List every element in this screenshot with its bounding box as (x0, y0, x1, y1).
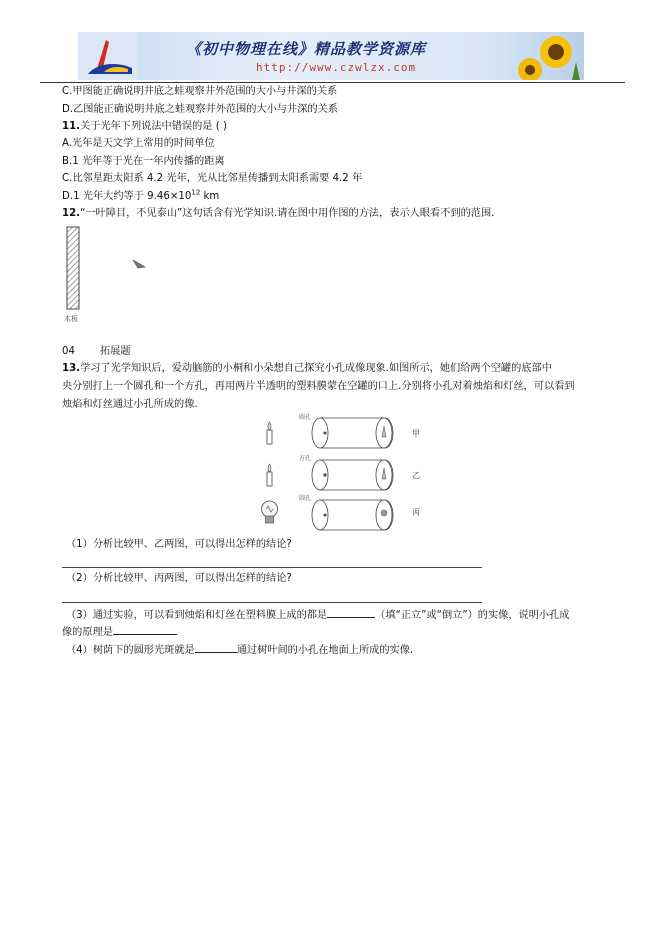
q11d-exponent: 12 (191, 188, 201, 197)
q13-3-text-c: 像的原理是 (62, 627, 113, 638)
header-banner (78, 32, 584, 80)
banner-url[interactable]: http://www.czwlzx.com (256, 61, 417, 74)
q13-part-1: （1）分析比较甲、乙两图，可以得出怎样的结论? (66, 539, 292, 550)
q11-option-b: B.1 光年等于光在一年内传播的距离 (62, 156, 225, 167)
blank-spot[interactable] (195, 641, 237, 653)
row-label-bing: 丙 (412, 508, 420, 517)
q13-4-text-a: （4）树荫下的圆形光斑就是 (66, 645, 195, 656)
section-title: 拓展题 (100, 346, 131, 357)
hole-label-3: 圆孔 (299, 495, 312, 502)
candle-2 (267, 464, 272, 486)
q13-line-2: 央分别打上一个圆孔和一个方孔，再用两片半透明的塑料膜蒙在空罐的口上.分别将小孔对着烛焰和灯丝，可以看到 (62, 381, 575, 392)
answer-line-1[interactable] (62, 567, 482, 568)
candle-1 (267, 422, 272, 444)
q11-option-d (62, 190, 219, 204)
blank-image-orientation[interactable] (327, 606, 375, 618)
row-label-jia: 甲 (412, 429, 420, 438)
q13-line-1 (62, 362, 552, 376)
q11d-unit: km (200, 191, 220, 202)
board-figure (60, 222, 160, 326)
answer-line-2[interactable] (62, 602, 482, 603)
row-label-yi: 乙 (412, 471, 420, 480)
q13-number: 13. (62, 363, 81, 374)
light-bulb-icon (262, 501, 278, 523)
can-round-hole-1 (312, 418, 393, 448)
q13-3-text-a: （3）通过实验，可以看到烛焰和灯丝在塑料膜上成的都是 (66, 610, 328, 621)
eye-icon (133, 260, 145, 268)
q13-part-3 (66, 606, 569, 623)
q12-stem (62, 207, 494, 221)
q13-part-4 (66, 641, 413, 658)
board-label: 木板 (64, 315, 78, 323)
q13-part-2: （2）分析比较甲、丙两图，可以得出怎样的结论? (66, 573, 292, 584)
q13-4-text-b: 通过树叶间的小孔在地面上所成的实像. (236, 645, 414, 656)
wooden-board (67, 227, 79, 309)
q11-text: 关于光年下列说法中错误的是 ( ) (80, 121, 227, 132)
q13-3-text-b: （填“正立”或“倒立”）的实像，说明小孔成 (375, 610, 570, 621)
can-square-hole (312, 460, 393, 490)
hole-label-2: 方孔 (299, 455, 312, 462)
hole-label-1: 圆孔 (299, 414, 312, 421)
q12-text: “一叶障目，不见泰山”这句话含有光学知识.请在图中用作图的方法，表示人眼看不到的范围. (80, 208, 495, 219)
q13-text-1: 学习了光学知识后，爱动脑筋的小桐和小朵想自己探究小孔成像现象.如图所示，她们给两个空罐的底部中 (80, 363, 552, 374)
can-round-hole-2 (312, 500, 393, 530)
blank-principle[interactable] (113, 623, 177, 635)
q11d-pre: D.1 光年大约等于 9.46×10 (62, 191, 192, 202)
q10-option-c: C.甲图能正确说明井底之蛙观察井外范围的大小与井深的关系 (62, 86, 338, 97)
banner-title: 《初中物理在线》精品教学资源库 (186, 40, 427, 58)
q11-number: 11. (62, 121, 81, 132)
q11-option-c: C.比邻星距太阳系 4.2 光年，光从比邻星传播到太阳系需要 4.2 年 (62, 173, 363, 184)
site-logo-icon (78, 32, 138, 80)
q10-option-d: D.乙图能正确说明井底之蛙观察井外范围的大小与井深的关系 (62, 104, 338, 115)
sunflower-icon (514, 32, 584, 80)
q11-stem (62, 120, 227, 134)
section-number: 04 (62, 346, 75, 357)
q11-option-a: A.光年是天文学上常用的时间单位 (62, 138, 215, 149)
q13-part-3-cont (62, 623, 177, 640)
header-rule (40, 82, 625, 83)
q13-line-3: 烛焰和灯丝通过小孔所成的像. (62, 399, 198, 410)
pinhole-figure (255, 410, 435, 535)
q12-number: 12. (62, 208, 81, 219)
